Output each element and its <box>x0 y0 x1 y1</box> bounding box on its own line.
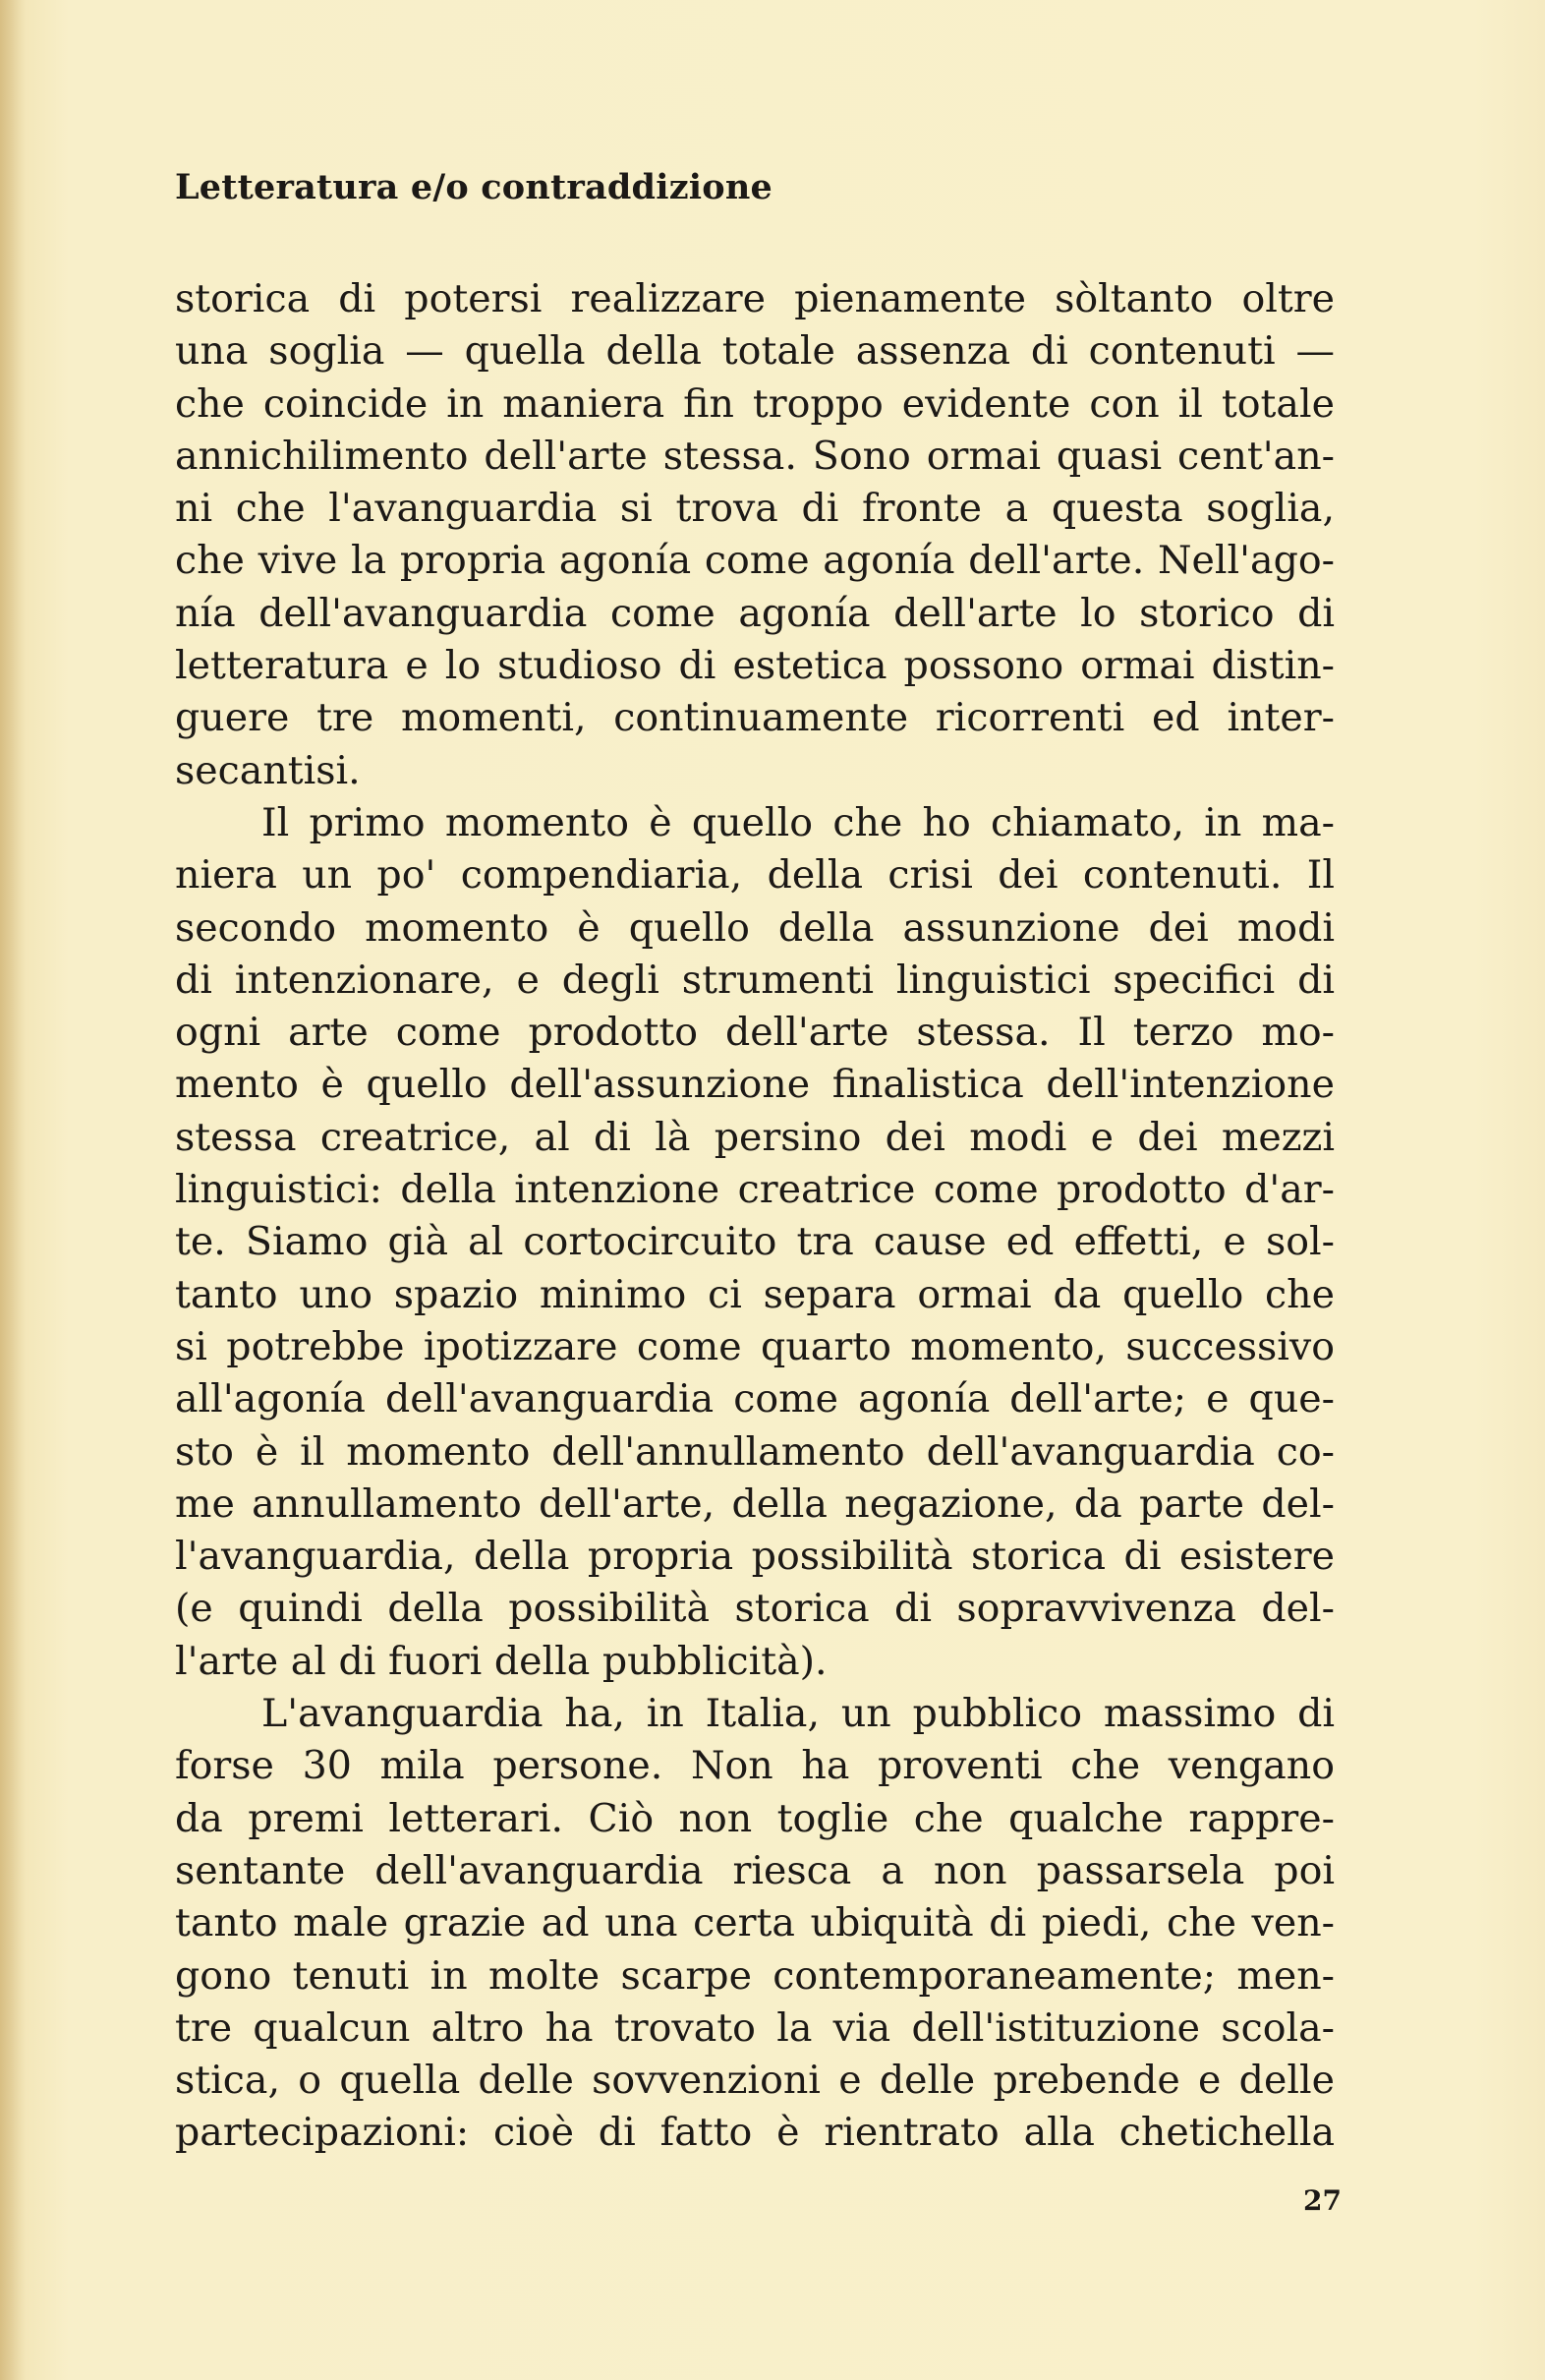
text-line: partecipazioni: cioè di fatto è rientrato alla chetichella <box>175 2110 1335 2156</box>
text-line: Il primo momento è quello che ho chiamato, in ma- <box>261 799 1335 845</box>
text-line: tanto male grazie ad una certa ubiquità di piedi, che ven- <box>175 1900 1335 1946</box>
text-line: all'agonía dell'avanguardia come agonía dell'arte; e que- <box>175 1376 1335 1422</box>
text-line: gono tenuti in molte scarpe contemporaneamente; men- <box>175 1952 1335 1999</box>
text-line: da premi letterari. Ciò non toglie che qualche rappre- <box>175 1795 1335 1841</box>
text-line: nía dell'avanguardia come agonía dell'arte lo storico di <box>175 590 1335 636</box>
text-line: letteratura e lo studioso di estetica possono ormai distin- <box>175 643 1335 689</box>
text-line: che vive la propria agonía come agonía dell'arte. Nell'ago- <box>175 538 1335 584</box>
text-line: (e quindi della possibilità storica di sopravvivenza del- <box>175 1586 1335 1632</box>
text-line: tre qualcun altro ha trovato la via dell'istituzione scola- <box>175 2004 1335 2051</box>
text-line: forse 30 mila persone. Non ha proventi che vengano <box>175 1743 1335 1789</box>
text-line: mento è quello dell'assunzione finalistica dell'intenzione <box>175 1062 1335 1108</box>
text-line: stica, o quella delle sovvenzioni e delle prebende e delle <box>175 2058 1335 2104</box>
text-line: tanto uno spazio minimo ci separa ormai da quello che <box>175 1271 1335 1317</box>
text-line: sto è il momento dell'annullamento dell'avanguardia co- <box>175 1428 1335 1475</box>
running-head: Letteratura e/o contraddizione <box>175 167 772 207</box>
page-number: 27 <box>1303 2184 1342 2217</box>
text-line: stessa creatrice, al di là persino dei modi e dei mezzi <box>175 1114 1335 1160</box>
text-line: di intenzionare, e degli strumenti linguistici specifici di <box>175 957 1335 1003</box>
text-line: ogni arte come prodotto dell'arte stessa. Il terzo mo- <box>175 1010 1335 1056</box>
body-text <box>175 273 1335 2160</box>
text-line: l'avanguardia, della propria possibilità storica di esistere <box>175 1534 1335 1580</box>
text-line: storica di potersi realizzare pienamente sòltanto oltre <box>175 276 1335 321</box>
text-line: sentante dell'avanguardia riesca a non passarsela poi <box>175 1847 1335 1893</box>
text-line: me annullamento dell'arte, della negazione, da parte del- <box>175 1480 1335 1527</box>
spine-shadow <box>0 0 26 2380</box>
text-line: si potrebbe ipotizzare come quarto momento, successivo <box>175 1323 1335 1369</box>
text-line: annichilimento dell'arte stessa. Sono ormai quasi cent'an- <box>175 433 1335 479</box>
text-line: l'arte al di fuori della pubblicità). <box>175 1638 828 1684</box>
text-line: secondo momento è quello della assunzione dei modi <box>175 904 1335 951</box>
text-line: te. Siamo già al cortocircuito tra cause ed effetti, e sol- <box>175 1219 1335 1265</box>
text-line: linguistici: della intenzione creatrice come prodotto d'ar- <box>175 1167 1335 1213</box>
text-line: secantisi. <box>175 747 361 793</box>
text-line: guere tre momenti, continuamente ricorrenti ed inter- <box>175 695 1335 741</box>
text-line: niera un po' compendiaria, della crisi dei contenuti. Il <box>175 852 1335 899</box>
text-line: che coincide in maniera fin troppo evidente con il totale <box>175 380 1335 427</box>
text-line: una soglia — quella della totale assenza di contenuti — <box>175 328 1335 375</box>
text-line: ni che l'avanguardia si trova di fronte a questa soglia, <box>175 486 1335 532</box>
text-line: L'avanguardia ha, in Italia, un pubblico massimo di <box>261 1691 1335 1737</box>
